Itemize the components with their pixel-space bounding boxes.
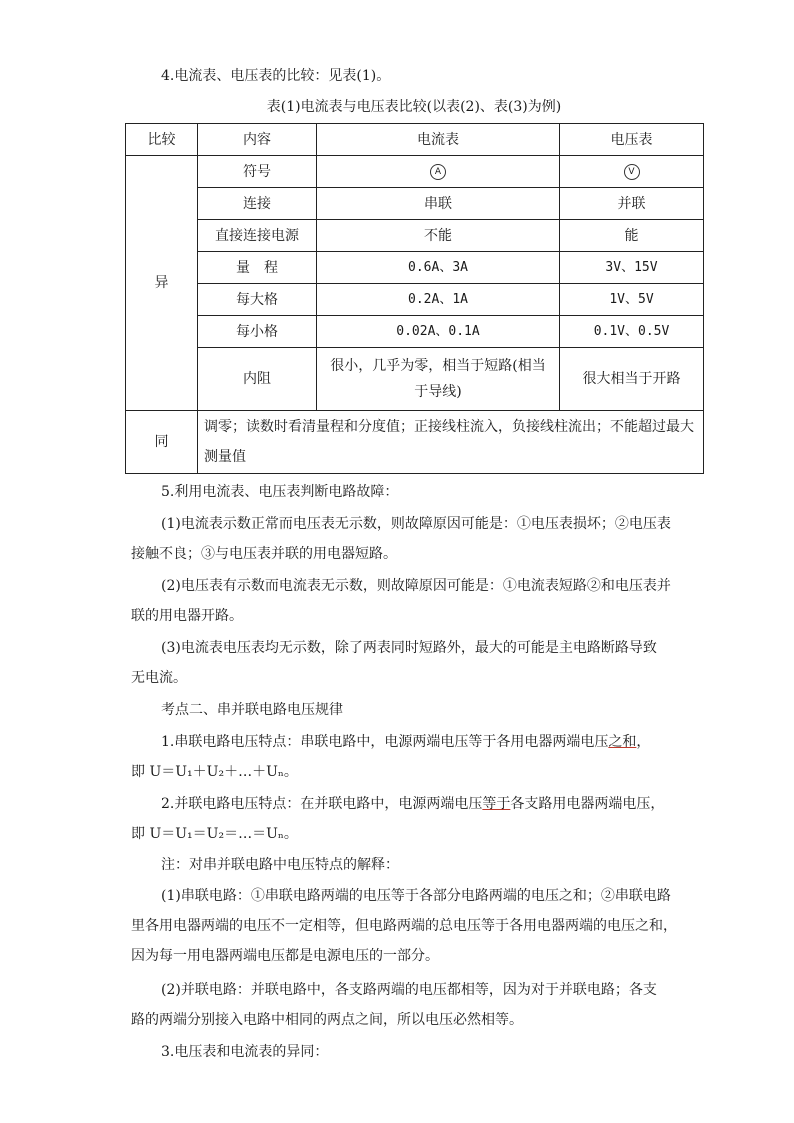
row-item: 直接连接电源	[198, 220, 317, 252]
series-rule-underlined: 之和	[608, 734, 637, 750]
section5-p3-line2: 无电流。	[131, 670, 187, 686]
ammeter-icon: A	[430, 164, 446, 180]
kaodian2-title: 考点二、串并联电路电压规律	[161, 702, 343, 718]
series-formula-line	[131, 762, 298, 782]
note1-line1: (1)串联电路：①串联电路两端的电压等于各部分电路两端的电压之和；②串联电路	[161, 888, 671, 904]
section4-heading: 4.电流表、电压表的比较：见表(1)。	[161, 68, 391, 84]
section5-p1-line1: (1)电流表示数正常而电压表无示数，则故障原因可能是：①电压表损坏；②电压表	[161, 516, 671, 532]
row-item: 每小格	[198, 316, 317, 348]
row-item: 每大格	[198, 284, 317, 316]
ammeter-value: 串联	[317, 188, 560, 220]
series-voltage-rule	[161, 732, 650, 752]
parallel-formula: U＝U₁＝U₂＝…＝Uₙ。	[149, 826, 298, 842]
header-ammeter: 电流表	[317, 124, 560, 156]
comparison-table	[125, 123, 704, 474]
series-formula: U＝U₁＋U₂＋…＋Uₙ。	[149, 764, 298, 780]
voltmeter-value: 能	[560, 220, 704, 252]
table-row	[126, 348, 704, 411]
row-item: 量 程	[198, 252, 317, 284]
series-formula-prefix: 即	[131, 764, 145, 780]
ammeter-value: 0.2A、1A	[317, 284, 560, 316]
parallel-rule-underlined: 等于	[482, 796, 511, 812]
voltmeter-symbol	[560, 156, 704, 188]
note2-line2: 路的两端分别接入电路中相同的两点之间，所以电压必然相等。	[131, 1012, 523, 1028]
table-row	[126, 220, 704, 252]
section5-p2-line2: 联的用电器开路。	[131, 608, 243, 624]
diff-label: 异	[126, 156, 198, 411]
note1-line3: 因为每一用电器两端电压都是电源电压的一部分。	[131, 948, 439, 964]
section5-p1-line2: 接触不良；③与电压表并联的用电器短路。	[131, 546, 397, 562]
row-item: 连接	[198, 188, 317, 220]
header-content: 内容	[198, 124, 317, 156]
series-rule-suffix: ，	[636, 734, 651, 750]
parallel-rule-text: 2.并联电路电压特点：在并联电路中，电源两端电压	[161, 796, 483, 812]
ammeter-value: 0.6A、3A	[317, 252, 560, 284]
table-row	[126, 156, 704, 188]
voltmeter-value: 0.1V、0.5V	[560, 316, 704, 348]
ammeter-symbol	[317, 156, 560, 188]
ammeter-value: 不能	[317, 220, 560, 252]
voltmeter-value: 1V、5V	[560, 284, 704, 316]
section5-p3-line1: (3)电流表电压表均无示数，除了两表同时短路外，最大的可能是主电路断路导致	[161, 640, 657, 656]
ammeter-value: 0.02A、0.1A	[317, 316, 560, 348]
voltmeter-value: 很大相当于开路	[560, 348, 704, 411]
section5-p2-line1: (2)电压表有示数而电流表无示数，则故障原因可能是：①电流表短路②和电压表并	[161, 578, 671, 594]
note1-line2: 里各用电器两端的电压不一定相等，但电路两端的总电压等于各用电器两端的电压之和，	[131, 918, 677, 934]
header-voltmeter: 电压表	[560, 124, 704, 156]
table-row	[126, 284, 704, 316]
row-item: 内阻	[198, 348, 317, 411]
same-label: 同	[126, 411, 198, 474]
table-caption: 表(1)电流表与电压表比较(以表(2)、表(3)为例)	[266, 99, 562, 115]
voltmeter-icon: V	[624, 164, 640, 180]
table-row	[126, 411, 704, 474]
header-compare: 比较	[126, 124, 198, 156]
note-heading: 注：对串并联电路中电压特点的解释：	[161, 857, 399, 873]
table-row	[126, 252, 704, 284]
table-header-row	[126, 124, 704, 156]
voltmeter-value: 3V、15V	[560, 252, 704, 284]
parallel-formula-line	[131, 824, 298, 844]
section5-heading: 5.利用电流表、电压表判断电路故障：	[161, 484, 399, 500]
series-rule-text: 1.串联电路电压特点：串联电路中，电源两端电压等于各用电器两端电压	[161, 734, 609, 750]
section3-heading: 3.电压表和电流表的异同：	[161, 1044, 329, 1060]
row-item: 符号	[198, 156, 317, 188]
table-row	[126, 188, 704, 220]
voltmeter-value: 并联	[560, 188, 704, 220]
parallel-formula-prefix: 即	[131, 826, 145, 842]
ammeter-value: 很小，几乎为零，相当于短路(相当于导线)	[317, 348, 560, 411]
same-text-content: 调零；读数时看清量程和分度值；正接线柱流入，负接线柱流出；不能超过最大测量值	[204, 419, 694, 465]
table-row	[126, 316, 704, 348]
note2-line1: (2)并联电路：并联电路中，各支路两端的电压都相等，因为对于并联电路；各支	[161, 982, 657, 998]
parallel-rule-suffix: 各支路用电器两端电压，	[510, 796, 665, 812]
same-text	[198, 411, 704, 474]
parallel-voltage-rule	[161, 794, 664, 814]
